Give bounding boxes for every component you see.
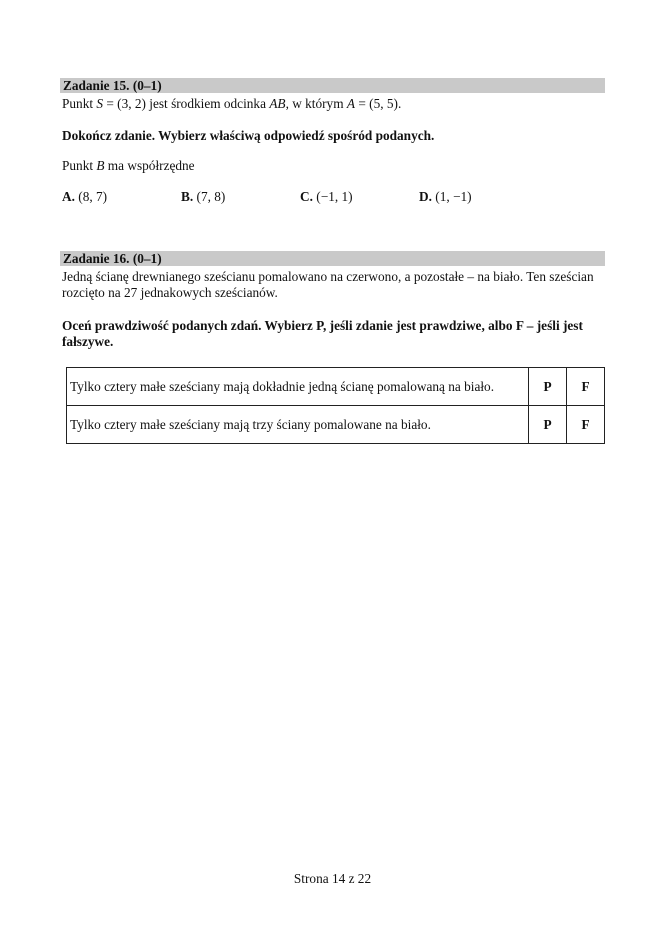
option-value: (1, −1) bbox=[435, 189, 472, 204]
stem-var: AB bbox=[269, 96, 286, 111]
answer-p[interactable]: P bbox=[529, 406, 567, 444]
task16-instruction-line2: fałszywe. bbox=[62, 334, 114, 349]
answer-f[interactable]: F bbox=[567, 406, 605, 444]
option-value: (8, 7) bbox=[78, 189, 108, 204]
stem-text: = (5, 5). bbox=[355, 96, 402, 111]
option-letter: C. bbox=[300, 189, 313, 204]
task16-header-bar bbox=[60, 251, 605, 266]
stem-var: A bbox=[346, 96, 355, 111]
true-false-table bbox=[66, 367, 605, 444]
task15-instruction: Dokończ zdanie. Wybierz właściwą odpowiedź spośród podanych. bbox=[62, 128, 435, 143]
prompt-text: ma współrzędne bbox=[104, 158, 195, 173]
task16-stem-line2: rozcięto na 27 jednakowych sześcianów. bbox=[62, 285, 278, 300]
stem-text: Punkt bbox=[62, 96, 97, 111]
page-footer: Strona 14 z 22 bbox=[293, 871, 372, 886]
option-letter: B. bbox=[181, 189, 194, 204]
option-d[interactable] bbox=[419, 189, 472, 205]
option-c[interactable] bbox=[300, 189, 353, 205]
task16-stem-line1: Jedną ścianę drewnianego sześcianu pomalowano na czerwono, a pozostałe – na biało. Ten sześcian bbox=[62, 269, 594, 284]
stem-text: , w którym bbox=[285, 96, 347, 111]
option-value: (7, 8) bbox=[196, 189, 226, 204]
task15-header-bar bbox=[60, 78, 605, 93]
statement: Tylko cztery małe sześciany mają trzy ściany pomalowane na biało. bbox=[67, 406, 529, 444]
task16-header: Zadanie 16. (0–1) bbox=[63, 251, 162, 266]
stem-text: = (3, 2) jest środkiem odcinka bbox=[103, 96, 270, 111]
option-b[interactable] bbox=[181, 189, 225, 205]
task15-prompt bbox=[62, 158, 195, 174]
option-letter: A. bbox=[62, 189, 75, 204]
answer-f[interactable]: F bbox=[567, 368, 605, 406]
prompt-text: Punkt bbox=[62, 158, 97, 173]
table-row bbox=[67, 406, 605, 444]
option-value: (−1, 1) bbox=[316, 189, 353, 204]
answer-p[interactable]: P bbox=[529, 368, 567, 406]
task15-header: Zadanie 15. (0–1) bbox=[63, 78, 162, 93]
task15-stem bbox=[62, 96, 401, 112]
stem-var: S bbox=[96, 96, 104, 111]
option-letter: D. bbox=[419, 189, 432, 204]
option-a[interactable] bbox=[62, 189, 107, 205]
table-row bbox=[67, 368, 605, 406]
prompt-var: B bbox=[96, 158, 105, 173]
task16-instruction-line1: Oceń prawdziwość podanych zdań. Wybierz P, jeśli zdanie jest prawdziwe, albo F – jeśli jest bbox=[62, 318, 583, 333]
statement: Tylko cztery małe sześciany mają dokładnie jedną ścianę pomalowaną na biało. bbox=[67, 368, 529, 406]
